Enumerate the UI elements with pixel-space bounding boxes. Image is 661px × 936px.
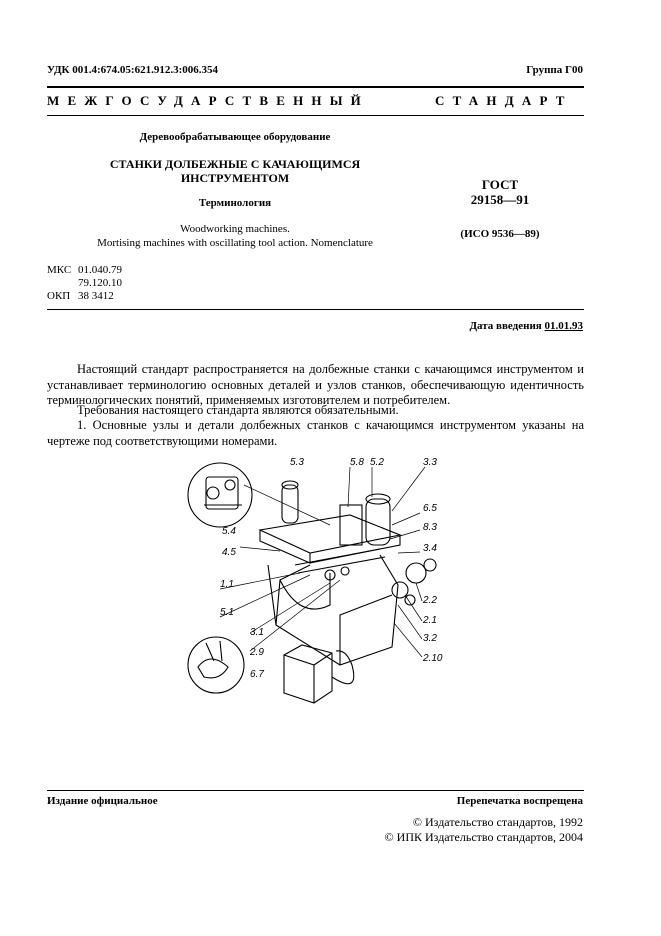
machine-drawing <box>180 455 450 705</box>
label-2-10: 2.10 <box>423 653 443 664</box>
label-2-9: 2.9 <box>250 647 264 658</box>
label-3-2: 3.2 <box>423 633 437 644</box>
title-line-2: ИНСТРУМЕНТОМ <box>180 171 290 185</box>
reprint-forbidden: Перепечатка воспрещена <box>456 795 583 807</box>
subtitle: Терминология <box>198 197 272 209</box>
table-top <box>260 515 400 553</box>
gost-label: ГОСТ <box>481 177 519 192</box>
mks-value-1: 01.040.79 <box>78 264 122 276</box>
group-code: Группа Г00 <box>526 64 583 76</box>
pedal-box <box>284 645 332 703</box>
category: Деревообрабатывающее оборудование <box>139 131 331 143</box>
label-6-5: 6.5 <box>423 503 437 514</box>
copyright-1992: © Издательство стандартов, 1992 <box>412 815 583 829</box>
label-8-3: 8.3 <box>423 522 437 533</box>
label-2-2: 2.2 <box>423 595 437 606</box>
paragraph-figure-ref: 1. Основные узлы и детали долбежных станков с качающимся инструментом указаны на чертеже под соответствующими номерами. <box>47 418 584 448</box>
label-5-1: 5.1 <box>220 607 234 618</box>
detail-circle-bottom <box>188 637 244 693</box>
official-edition: Издание официальное <box>47 795 158 807</box>
label-4-5: 4.5 <box>222 547 236 558</box>
label-1-1: 1.1 <box>220 579 234 590</box>
label-3-3: 3.3 <box>423 457 437 468</box>
mks-value-2: 79.120.10 <box>78 277 122 289</box>
okp-label: ОКП <box>47 290 71 302</box>
english-title-2: Mortising machines with oscillating tool action. Nomenclature <box>97 237 373 249</box>
gost-number: 29158—91 <box>470 192 530 207</box>
label-3-4: 3.4 <box>423 543 437 554</box>
label-5-3: 5.3 <box>290 457 304 468</box>
mks-label: МКС <box>47 264 72 276</box>
intro-date <box>469 320 583 332</box>
label-2-1: 2.1 <box>423 615 437 626</box>
banner-standard: СТАНДАРТ <box>435 93 573 108</box>
title-line-1: СТАНКИ ДОЛБЕЖНЫЕ С КАЧАЮЩИМСЯ <box>109 157 361 171</box>
label-5-4: 5.4 <box>222 526 236 537</box>
udk-code: УДК 001.4:674.05:621.912.3:006.354 <box>47 64 218 76</box>
okp-value: 38 3412 <box>78 290 114 302</box>
intro-date-label: Дата введения <box>469 320 542 332</box>
label-6-7: 6.7 <box>250 669 264 680</box>
label-5-8: 5.8 <box>350 457 364 468</box>
label-5-2: 5.2 <box>370 457 384 468</box>
intro-date-value: 01.01.93 <box>544 320 583 332</box>
english-title-1: Woodworking machines. <box>180 223 290 235</box>
codes-rule <box>47 309 584 310</box>
label-3-1: 3.1 <box>250 627 264 638</box>
header-rule <box>47 86 584 88</box>
banner-interstate: МЕЖГОСУДАРСТВЕННЫЙ <box>47 93 369 108</box>
paragraph-scope: Настоящий стандарт распространяется на долбежные станки с качающимся инструментом и устанавливает терминологию основных деталей и узлов станков, обеспечивающую идентичность терминологических понятий, применяемых изготовителем и потребителем. <box>47 362 584 407</box>
paragraph-mandatory: Требования настоящего стандарта являются обязательными. <box>77 403 399 417</box>
footer-rule <box>47 790 584 791</box>
banner-rule <box>47 115 584 116</box>
iso-reference: (ИСО 9536—89) <box>460 228 540 240</box>
copyright-2004: © ИПК Издательство стандартов, 2004 <box>384 830 583 844</box>
detail-circle-top <box>188 463 252 527</box>
